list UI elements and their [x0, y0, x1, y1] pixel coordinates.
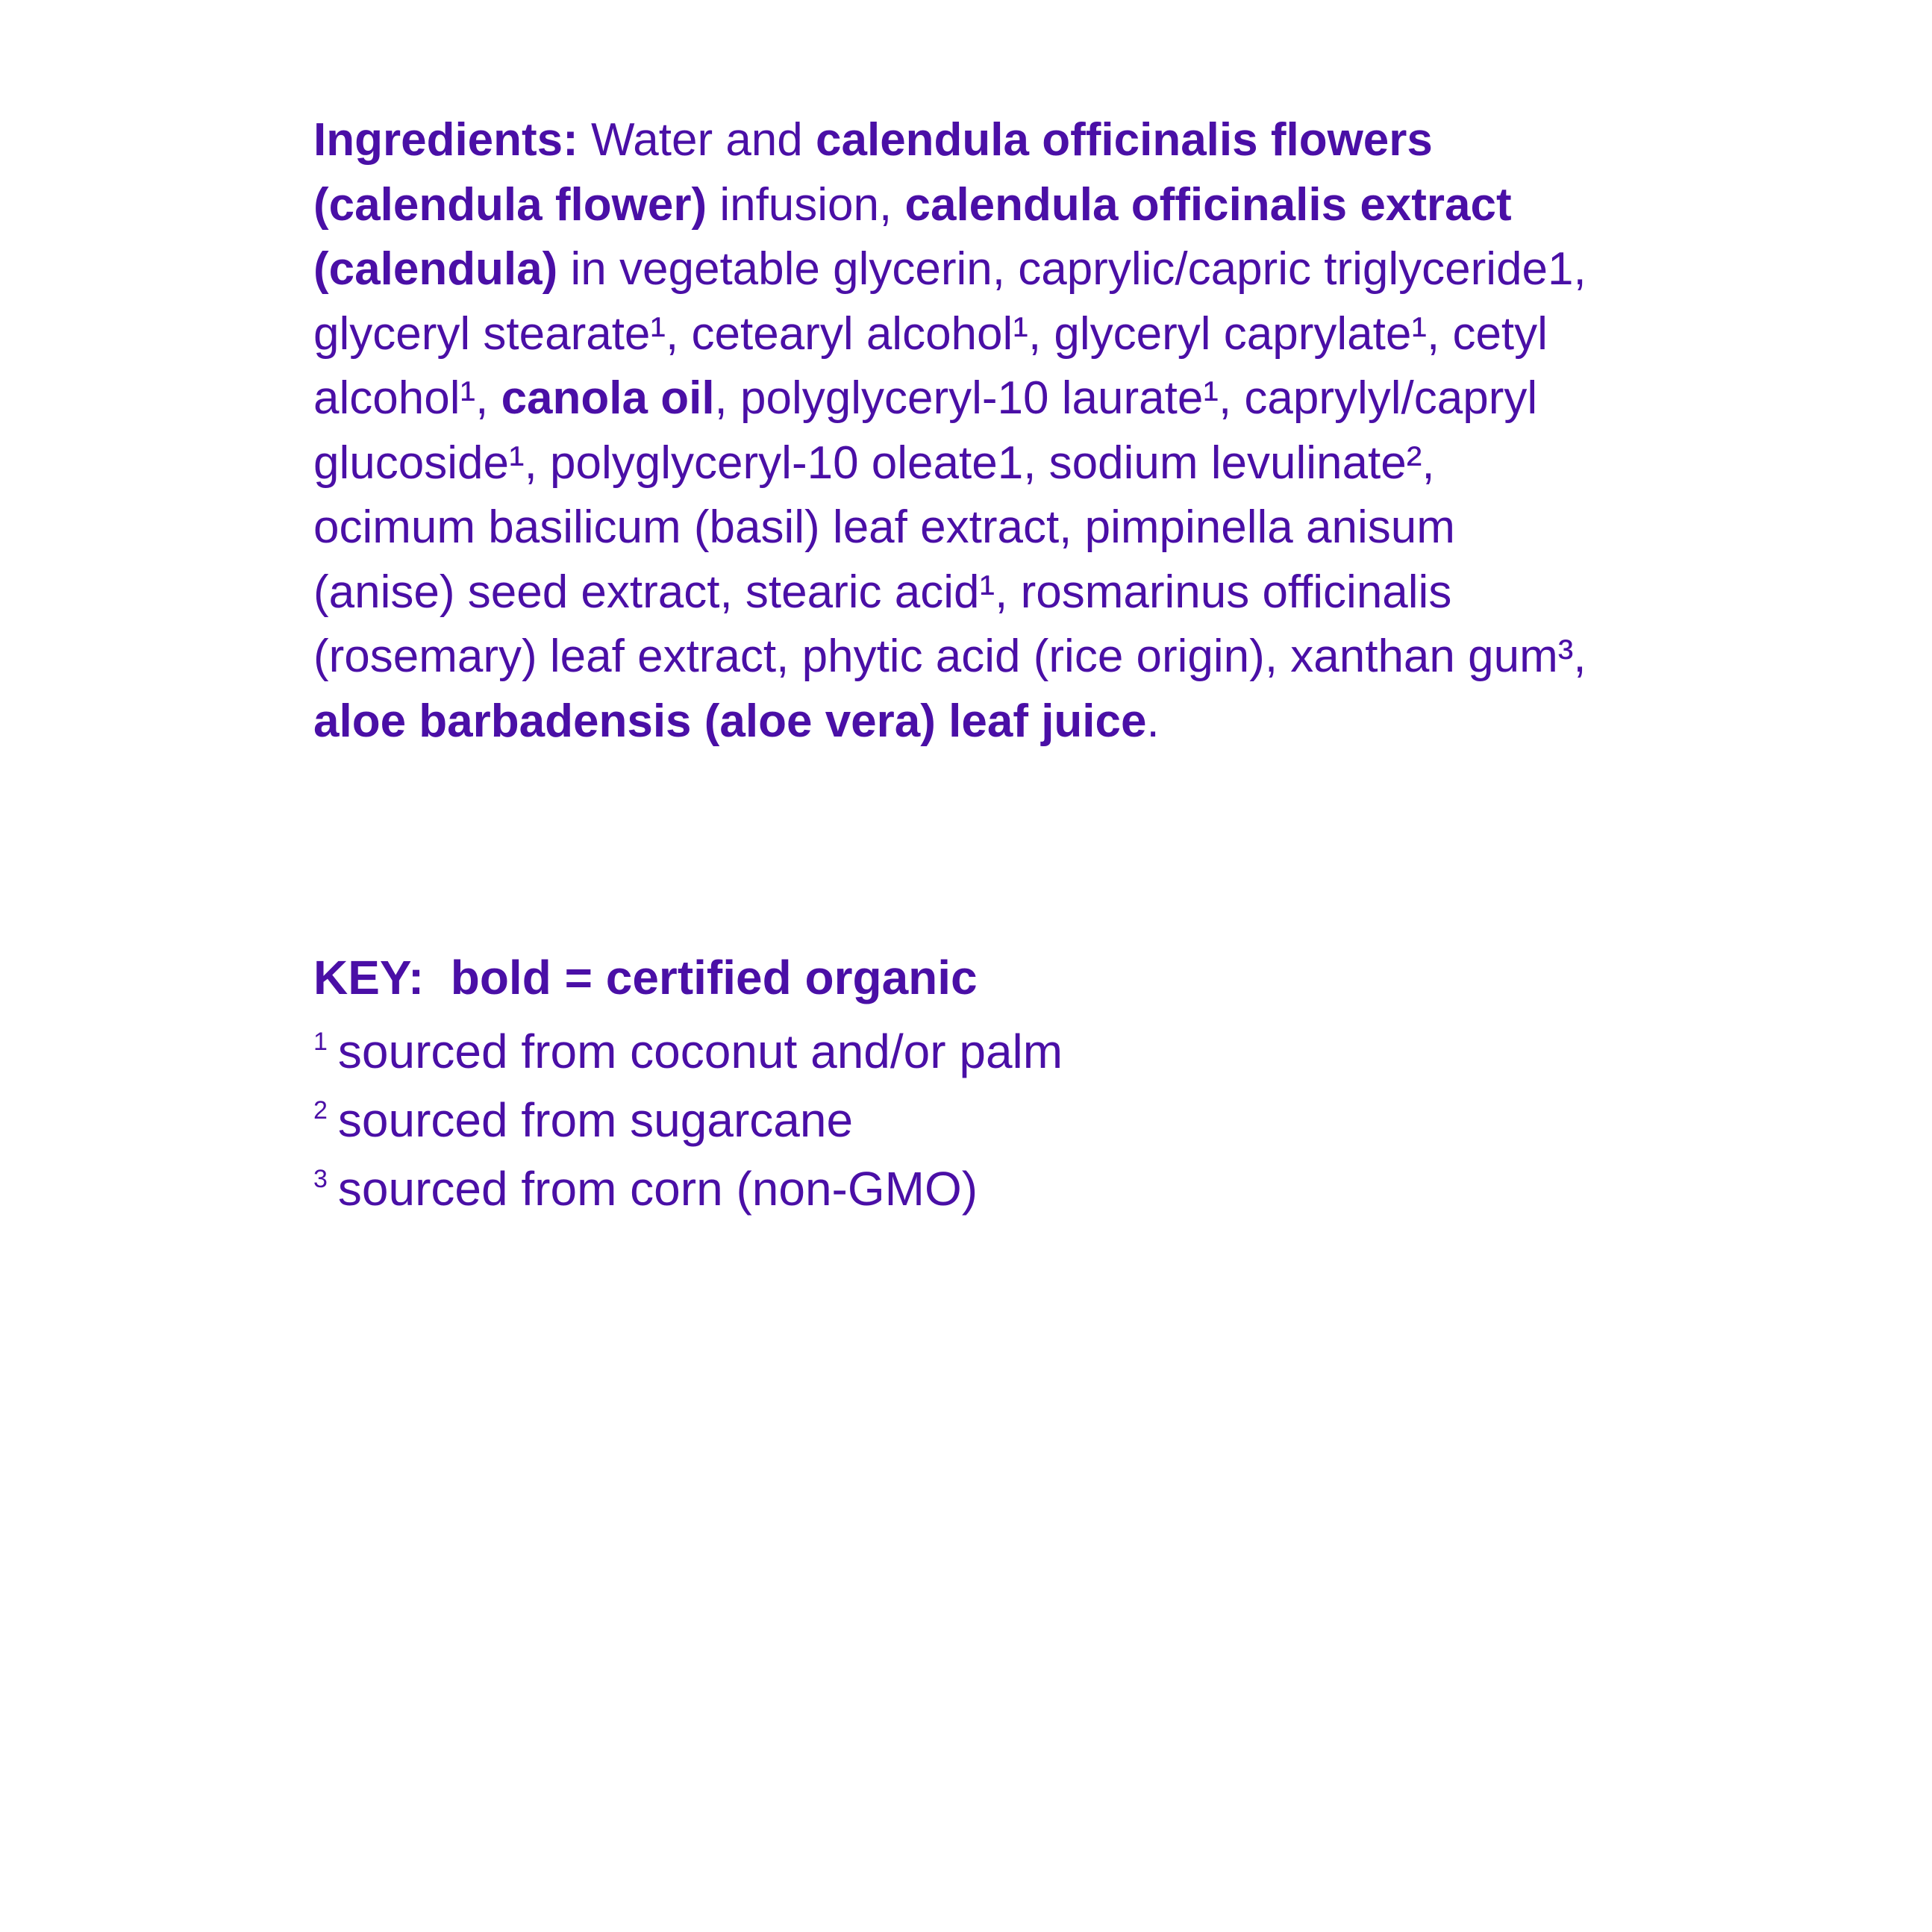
organic-ingredient: aloe barbadensis (aloe vera) leaf juice [313, 695, 1147, 747]
ingredients-paragraph [313, 108, 1597, 754]
footnote-text: sourced from coconut and/or palm [337, 1025, 1063, 1078]
organic-ingredient: calendula officinalis flowers (calendula flower) [313, 114, 1433, 231]
footnote-text: sourced from corn (non-GMO) [337, 1162, 978, 1216]
key-section [313, 944, 1597, 1223]
ingredient-text: in vegetable glycerin, caprylic/capric triglyceride1, glyceryl stearate¹, cetearyl alcohol¹, glyceryl caprylate¹, cetyl alcohol¹, [313, 243, 1586, 424]
ingredient-text: . [1146, 695, 1160, 747]
ingredient-text: infusion, [707, 178, 905, 231]
footnote-mark: 3 [313, 1165, 328, 1193]
ingredients-heading: Ingredients: [313, 114, 578, 166]
footnote-text: sourced from sugarcane [337, 1093, 854, 1147]
ingredient-text: , polyglyceryl-10 laurate¹, caprylyl/capryl glucoside¹, polyglyceryl-10 oleate1, sodium levulinate², ocimum basilicum (basil) leaf extract, pimpinella anisum (anise) seed extract, stearic acid¹, rosmarinus officinalis (rosemary) leaf extract, phytic acid (rice origin), xanthan gum³, [313, 372, 1586, 682]
footnote-2 [313, 1086, 1597, 1154]
organic-ingredient: calendula officinalis extract (calendula) [313, 178, 1512, 295]
footnote-3 [313, 1154, 1597, 1223]
organic-ingredient: canola oil [501, 372, 715, 424]
key-title: KEY: bold = certified organic [313, 951, 978, 1004]
footnote-1 [313, 1017, 1597, 1086]
ingredient-text: Water and [578, 114, 816, 166]
footnote-mark: 1 [313, 1028, 328, 1056]
footnote-mark: 2 [313, 1096, 328, 1125]
